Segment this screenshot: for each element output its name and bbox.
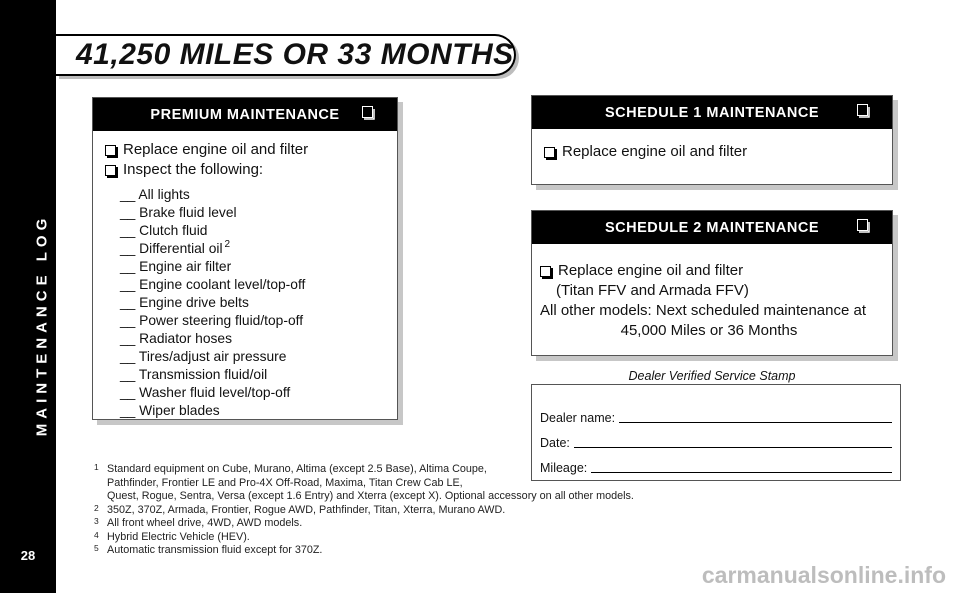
- footnote-text: 350Z, 370Z, Armada, Frontier, Rogue AWD, Pathfinder, Titan, Xterra, Murano AWD.: [107, 503, 506, 516]
- checkbox-icon: [857, 104, 870, 118]
- premium-item-label: Replace engine oil and filter: [123, 141, 309, 158]
- dealer-name-field[interactable]: [540, 400, 900, 425]
- checklist-item[interactable]: __ Engine air filter: [120, 259, 232, 274]
- footnote-text: Standard equipment on Cube, Murano, Altima (except 2.5 Base), Altima Coupe,: [107, 463, 487, 475]
- schedule-2-item-note: (Titan FFV and Armada FFV): [556, 282, 749, 299]
- schedule-2-item-label: Replace engine oil and filter: [558, 262, 744, 279]
- checklist-item[interactable]: __ Clutch fluid: [120, 223, 208, 238]
- premium-header-label: PREMIUM MAINTENANCE: [150, 106, 340, 123]
- footnote-ref: 2: [224, 239, 231, 251]
- schedule-1-box: [531, 95, 893, 185]
- checklist-item[interactable]: __ Engine drive belts: [120, 295, 249, 310]
- schedule-2-header: [532, 211, 892, 244]
- checkbox-icon: [362, 106, 375, 120]
- schedule-1-header: [532, 96, 892, 129]
- checklist-item[interactable]: __ Power steering fluid/top-off: [120, 313, 304, 328]
- footnote-number: 1: [94, 462, 99, 472]
- date-field[interactable]: [540, 425, 900, 450]
- checkbox-icon: [857, 219, 870, 233]
- schedule-1-item-label: Replace engine oil and filter: [562, 143, 748, 160]
- field-label: Date:: [540, 436, 570, 450]
- watermark: carmanualsonline.info: [701, 562, 946, 588]
- footnote: [94, 531, 694, 545]
- schedule-1-item[interactable]: [544, 142, 878, 162]
- schedule-1-header-label: SCHEDULE 1 MAINTENANCE: [604, 104, 819, 121]
- checklist-item[interactable]: [120, 240, 383, 258]
- footnote-number: 4: [94, 529, 99, 540]
- schedule-2-other-models: All other models: Next scheduled maintenance at: [540, 302, 867, 319]
- checklist-item[interactable]: __ Radiator hoses: [120, 331, 232, 346]
- checklist-item[interactable]: __ Transmission fluid/oil: [120, 367, 268, 382]
- footnote-text: All front wheel drive, 4WD, AWD models.: [107, 517, 303, 529]
- schedule-2-header-label: SCHEDULE 2 MAINTENANCE: [604, 219, 819, 236]
- footnote: [94, 504, 694, 518]
- checklist-item[interactable]: __ Engine coolant level/top-off: [120, 277, 306, 292]
- input-line[interactable]: [574, 447, 892, 448]
- checklist-item[interactable]: __ Tires/adjust air pressure: [120, 349, 287, 364]
- checklist-item[interactable]: __ Wiper blades: [120, 403, 220, 418]
- premium-maintenance-box: [92, 97, 398, 420]
- footnote-text: Pathfinder, Frontier LE and Pro-4X Off-Road, Maxima, Titan Crew Cab LE,: [107, 476, 463, 489]
- footnote-number: 3: [94, 516, 99, 526]
- schedule-2-box: [531, 210, 893, 356]
- premium-item-inspect[interactable]: [105, 160, 383, 180]
- schedule-2-item[interactable]: [540, 261, 878, 281]
- page-title: 41,250 MILES OR 33 MONTHS: [76, 38, 514, 71]
- footnote-text: Hybrid Electric Vehicle (HEV).: [107, 530, 250, 543]
- footnote: [94, 463, 694, 504]
- checkbox-icon[interactable]: [544, 147, 555, 158]
- premium-item-oil[interactable]: [105, 140, 383, 160]
- footnote-text: Automatic transmission fluid except for 370Z.: [107, 544, 323, 556]
- footnote: [94, 517, 694, 531]
- checklist-item-label: __ Differential oil: [120, 241, 223, 256]
- footnote-text: Quest, Rogue, Sentra, Versa (except 1.6 Entry) and Xterra (except X). Optional accessory on all other models.: [107, 490, 634, 502]
- footnotes: [94, 463, 694, 558]
- checkbox-icon[interactable]: [105, 145, 116, 156]
- stamp-caption: Dealer Verified Service Stamp: [628, 369, 796, 383]
- sidebar: [0, 0, 56, 593]
- checklist-item[interactable]: __ Washer fluid level/top-off: [120, 385, 291, 400]
- footnote: [94, 544, 694, 558]
- title-banner: [56, 34, 516, 76]
- field-label: Dealer name:: [540, 411, 616, 425]
- schedule-2-next-interval: 45,000 Miles or 36 Months: [620, 322, 798, 339]
- field-label: Mileage:: [540, 461, 588, 475]
- sidebar-label: MAINTENANCE LOG: [33, 213, 51, 437]
- checklist-item[interactable]: __ All lights: [120, 187, 190, 202]
- premium-maintenance-header: [93, 98, 397, 131]
- inspection-checklist: [105, 186, 383, 420]
- checkbox-icon[interactable]: [105, 165, 116, 176]
- premium-item-label: Inspect the following:: [123, 161, 264, 178]
- input-line[interactable]: [619, 422, 892, 423]
- footnote-number: 5: [94, 543, 99, 553]
- footnote-number: 2: [94, 502, 99, 513]
- page-number: 28: [20, 548, 36, 563]
- checkbox-icon[interactable]: [540, 266, 551, 277]
- checklist-item[interactable]: __ Brake fluid level: [120, 205, 237, 220]
